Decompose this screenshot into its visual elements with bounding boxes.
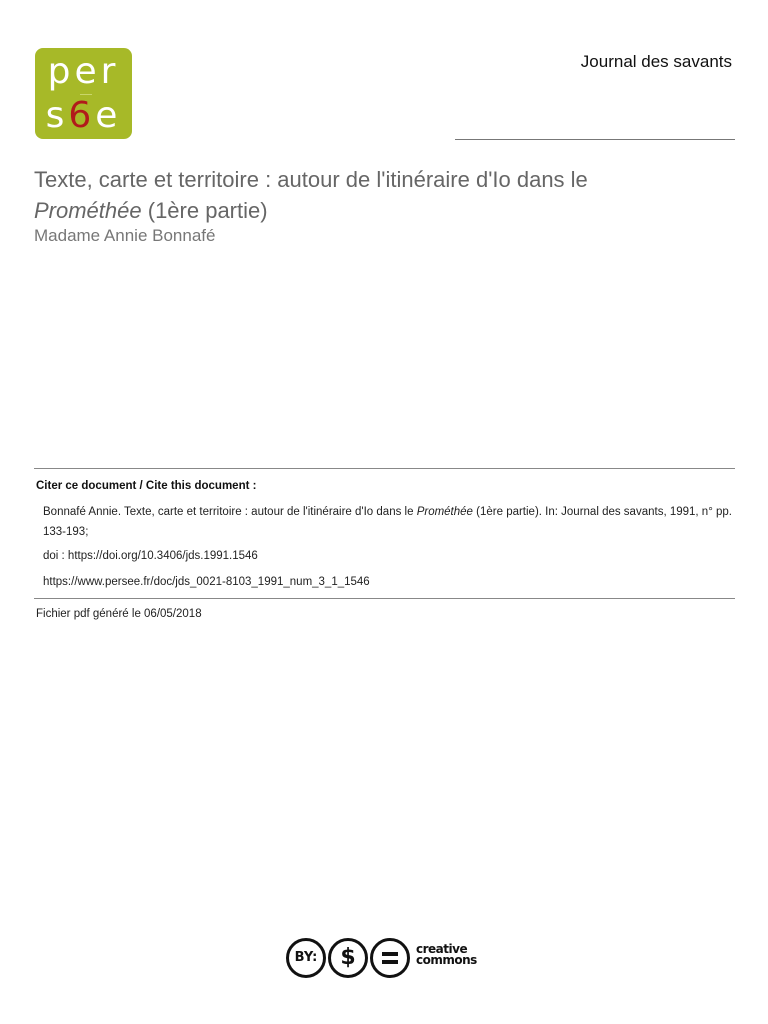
cc-noncommercial-icon: $ bbox=[328, 938, 368, 978]
generated-date: Fichier pdf généré le 06/05/2018 bbox=[36, 608, 202, 620]
creative-commons-wordmark: creative commons bbox=[416, 942, 477, 967]
persee-url-link[interactable]: https://www.persee.fr/doc/jds_0021-8103_1991_num_3_1_1546 bbox=[43, 576, 370, 588]
journal-name: Journal des savants bbox=[580, 52, 732, 71]
cc-noderivatives-icon bbox=[370, 938, 410, 978]
cc-by-icon: BY: bbox=[286, 938, 326, 978]
citation-heading: Citer ce document / Cite this document : bbox=[36, 480, 257, 492]
doi-link[interactable]: doi : https://doi.org/10.3406/jds.1991.1546 bbox=[43, 550, 258, 562]
citation-top-divider bbox=[34, 468, 735, 469]
logo-accent: 6 bbox=[68, 95, 96, 136]
article-author: Madame Annie Bonnafé bbox=[34, 226, 216, 245]
logo-text-bottom: s6e bbox=[45, 95, 122, 136]
header-divider bbox=[455, 139, 735, 140]
creative-commons-badge bbox=[286, 936, 486, 978]
article-title: Texte, carte et territoire : autour de l'itinéraire d'Io dans le Prométhée (1ère partie) bbox=[34, 167, 588, 223]
citation-text: Bonnafé Annie. Texte, carte et territoire : autour de l'itinéraire d'Io dans le Prométhée (1ère partie). In: Journal des savants, 1991, n° pp. 133-193; bbox=[43, 506, 732, 538]
citation-bottom-divider bbox=[34, 598, 735, 599]
logo-text-top: per bbox=[47, 51, 120, 92]
title-italic: Prométhée bbox=[34, 198, 142, 223]
persee-logo bbox=[35, 48, 132, 139]
